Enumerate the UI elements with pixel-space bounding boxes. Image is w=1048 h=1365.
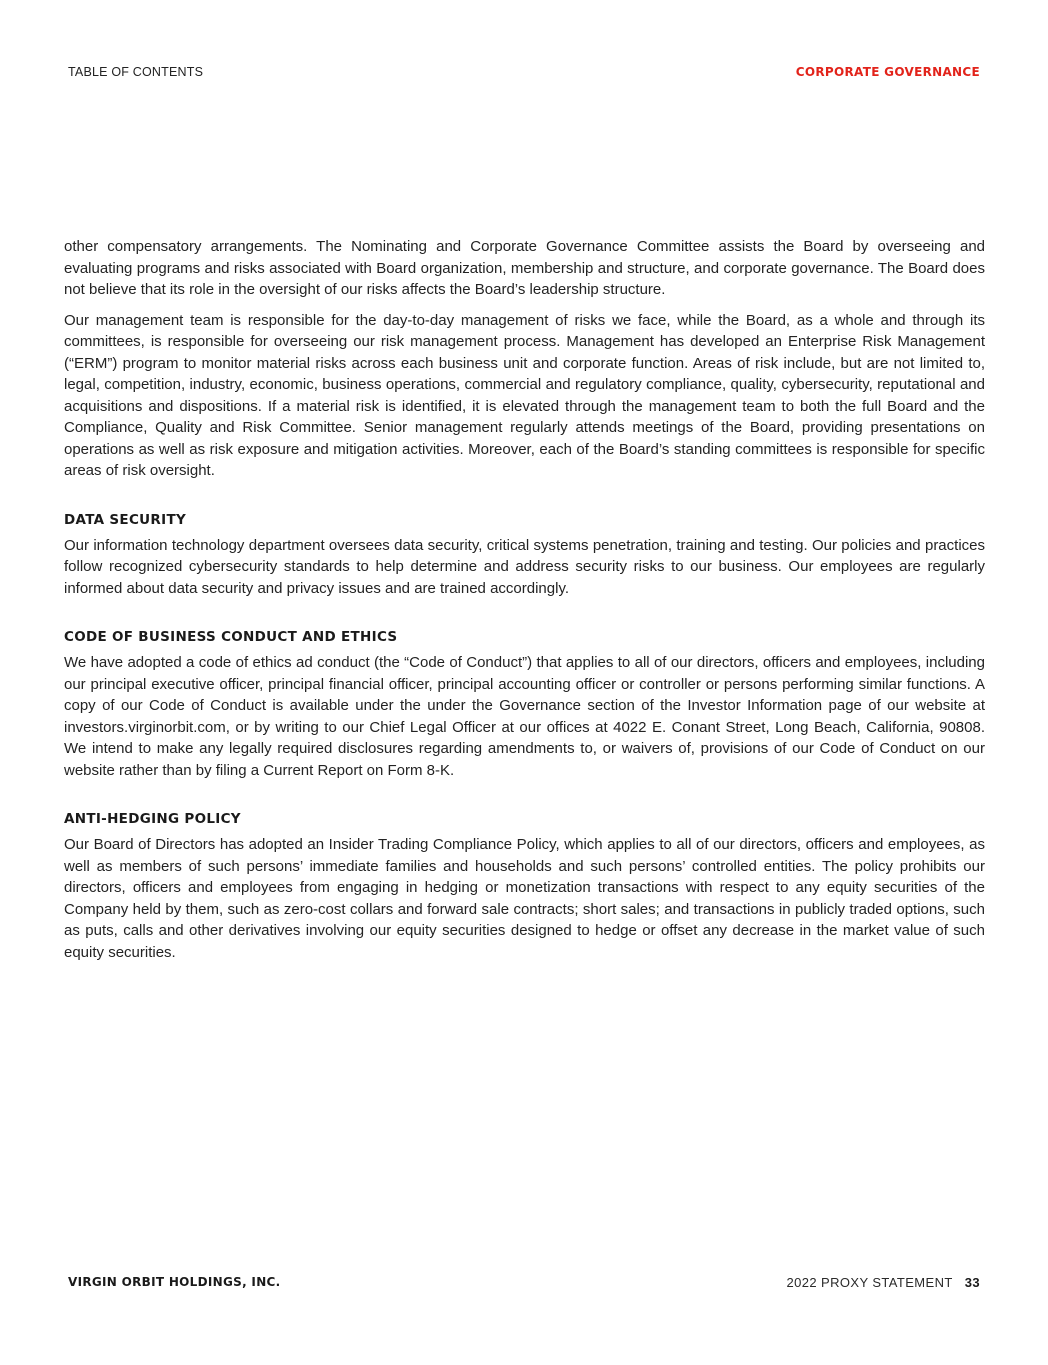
paragraph-code-of-conduct: We have adopted a code of ethics ad conduct (the “Code of Conduct”) that applies to all of our directors, officers and employees, including our principal executive officer, principal financial officer, principal accounting officer or controller or persons performing similar functions. A copy of our Code of Conduct is available under the under the Governance section of the Investor Information page of our website at investors.virginorbit.com, or by writing to our Chief Legal Officer at our offices at 4022 E. Conant Street, Long Beach, California, 90808. We intend to make any legally required disclosures regarding amendments to, or waivers of, provisions of our Code of Conduct on our website rather than by filing a Current Report on Form 8-K. xyxy=(64,654,985,779)
page-header xyxy=(68,65,980,81)
heading-anti-hedging: ANTI-HEDGING POLICY xyxy=(64,811,241,827)
section-title: CORPORATE GOVERNANCE xyxy=(795,65,980,79)
document-body xyxy=(64,236,985,972)
document-title: 2022 PROXY STATEMENT xyxy=(786,1275,953,1290)
page-footer xyxy=(68,1275,980,1291)
table-of-contents-link[interactable]: TABLE OF CONTENTS xyxy=(68,65,204,79)
page-number: 33 xyxy=(964,1275,980,1290)
paragraph-risk-management: Our management team is responsible for the day-to-day management of risks we face, while the Board, as a whole and through its committees, is responsible for overseeing our risk management process. Management has developed an Enterprise Risk Management (“ERM”) program to monitor material risks across each business unit and corporate function. Areas of risk include, but are not limited to, legal, competition, industry, economic, business operations, commercial and regulatory compliance, quality, cybersecurity, reputational and acquisitions and dispositions. If a material risk is identified, it is elevated through the management team to both the full Board and the Compliance, Quality and Risk Committee. Senior management regularly attends meetings of the Board, providing presentations on operations as well as risk exposure and mitigation activities. Moreover, each of the Board’s standing committees is responsible for specific areas of risk oversight. xyxy=(64,311,985,479)
heading-code-of-conduct: CODE OF BUSINESS CONDUCT AND ETHICS xyxy=(64,629,398,645)
document-info xyxy=(787,1275,980,1290)
paragraph-data-security: Our information technology department oversees data security, critical systems penetration, training and testing. Our policies and practices follow recognized cybersecurity standards to help determine and address security risks to our business. Our employees are regularly informed about data security and privacy issues and are trained accordingly. xyxy=(64,536,985,597)
heading-data-security: DATA SECURITY xyxy=(64,511,187,528)
paragraph-anti-hedging: Our Board of Directors has adopted an Insider Trading Compliance Policy, which applies to all of our directors, officers and employees, as well as members of such persons’ immediate families and households and such persons’ controlled entities. The policy prohibits our directors, officers and employees from engaging in hedging or monetization transactions with respect to any equity securities of the Company held by them, such as zero-cost collars and forward sale contracts; short sales; and transactions in publicly traded options, such as puts, calls and other derivatives involving our equity securities designed to hedge or offset any decrease in the market value of such equity securities. xyxy=(64,836,985,961)
company-name: VIRGIN ORBIT HOLDINGS, INC. xyxy=(68,1275,281,1289)
paragraph-risk-oversight-continued: other compensatory arrangements. The Nominating and Corporate Governance Committee assists the Board by overseeing and evaluating programs and risks associated with Board organization, membership and structure, and corporate governance. The Board does not believe that its role in the oversight of our risks affects the Board’s leadership structure. xyxy=(64,238,985,298)
